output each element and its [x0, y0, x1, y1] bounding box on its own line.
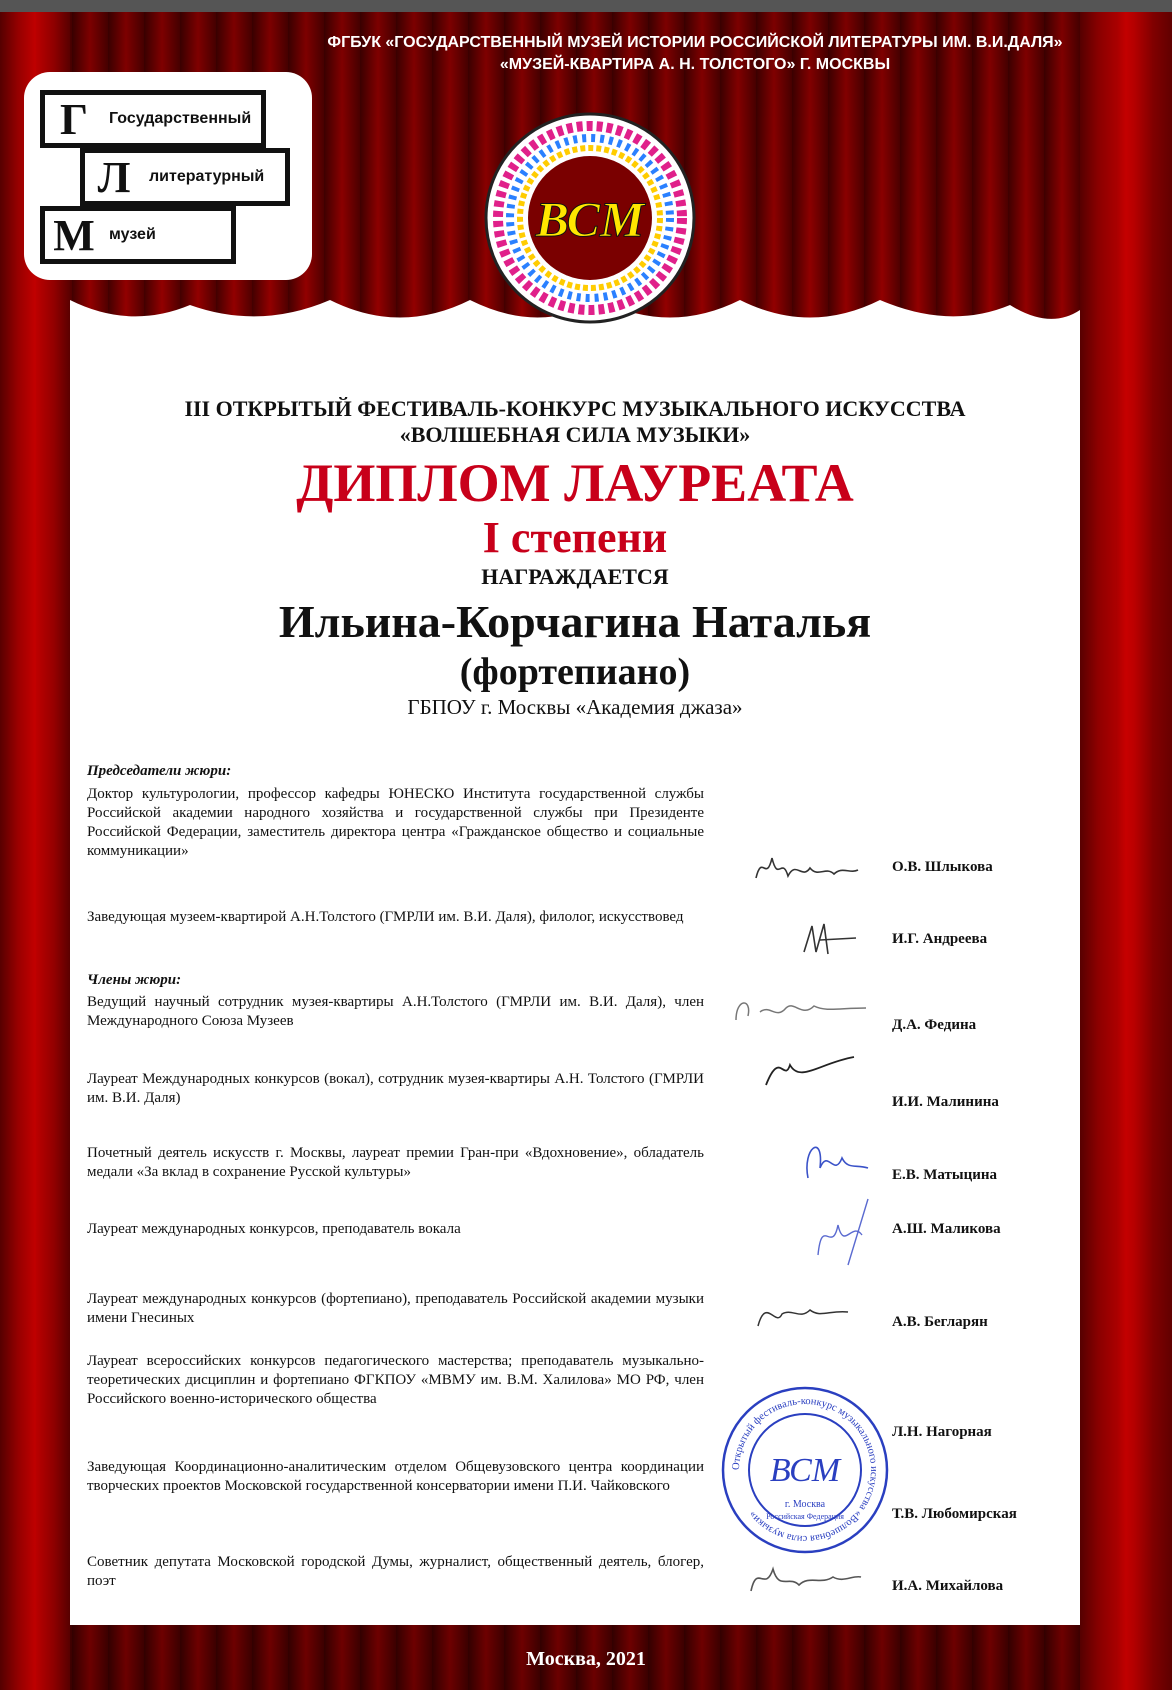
jury-desc: Лауреат Международных конкурсов (вокал), сотрудник музея-квартиры А.Н. Толстого (ГМРЛИ им. В.И. Даля)	[87, 1071, 704, 1106]
jury-desc: Ведущий научный сотрудник музея-квартиры А.Н.Толстого (ГМРЛИ им. В.И. Даля), член Международного Союза Музеев	[87, 994, 704, 1029]
recipient-school: ГБПОУ г. Москвы «Академия джаза»	[407, 695, 743, 719]
logo-word: Государственный	[109, 110, 252, 127]
organization-header	[230, 32, 1160, 76]
stamp-monogram: ВСМ	[769, 1452, 841, 1489]
jury-desc: Лауреат всероссийских конкурсов педагогического мастерства; преподаватель музыкально-теоретических дисциплин и фортепиано ФГКПОУ «МВМУ им. В.М. Халилова» МО РФ, член Российского военно-исторического общества	[87, 1353, 704, 1407]
signature-icon	[760, 1045, 860, 1095]
signature-icon	[745, 1555, 865, 1601]
members-heading: Члены жюри:	[87, 972, 182, 988]
org-line-1: ФГБУК «ГОСУДАРСТВЕННЫЙ МУЗЕЙ ИСТОРИИ РОССИЙСКОЙ ЛИТЕРАТУРЫ ИМ. В.И.ДАЛЯ»	[327, 34, 1063, 51]
official-stamp-icon	[720, 1385, 890, 1555]
logo-letter: Л	[97, 152, 131, 202]
emblem-monogram: ВСМ	[535, 191, 645, 247]
logo-row-g	[40, 90, 266, 148]
org-line-2: «МУЗЕЙ-КВАРТИРА А. Н. ТОЛСТОГО» Г. МОСКВЫ	[499, 56, 891, 73]
jury-name: И.Г. Андреева	[892, 931, 988, 947]
signature-icon	[800, 918, 860, 962]
jury-desc: Заведующая музеем-квартирой А.Н.Толстого (ГМРЛИ им. В.И. Даля), филолог, искусствовед	[87, 909, 684, 925]
signature-icon	[752, 848, 862, 888]
stamp-country: Российская Федерация	[766, 1512, 844, 1521]
stamp-ring-text: Открытый фестиваль-конкурс музыкального искусства «Волшебная сила музыки»	[730, 1395, 880, 1545]
logo-letter: Г	[60, 94, 88, 144]
museum-logo	[24, 72, 312, 280]
diploma-title: ДИПЛОМ ЛАУРЕАТА	[296, 453, 854, 513]
degree-title: I степени	[482, 513, 668, 562]
jury-desc: Советник депутата Московской городской Думы, журналист, общественный деятель, блогер, поэт	[87, 1554, 704, 1589]
jury-desc: Лауреат международных конкурсов (фортепиано), преподаватель Российской академии музыки имени Гнесиных	[87, 1291, 704, 1326]
jury-desc: Доктор культурологии, профессор кафедры ЮНЕСКО Института государственной службы Российской академии народного хозяйства и государственной службы при Президенте Российской Федерации, заместитель директора центра «Гражданское общество и социальные коммуникации»	[87, 786, 704, 859]
logo-word: музей	[109, 226, 156, 243]
chairs-heading: Председатели жюри:	[87, 763, 232, 779]
title-block	[70, 396, 1080, 720]
jury-name: А.Ш. Маликова	[892, 1221, 1001, 1237]
festival-emblem	[470, 108, 710, 328]
jury-name: А.В. Бегларян	[892, 1314, 988, 1330]
jury-name: Д.А. Федина	[892, 1017, 977, 1033]
jury-name: Т.В. Любомирская	[892, 1506, 1017, 1522]
jury-name: О.В. Шлыкова	[892, 859, 993, 875]
jury-desc: Лауреат международных конкурсов, преподаватель вокала	[87, 1221, 461, 1237]
jury-desc: Заведующая Координационно-аналитическим отделом Общевузовского центра координации творческих проектов Московской государственной консерватории имени П.И. Чайковского	[87, 1459, 704, 1494]
logo-row-m	[40, 206, 236, 264]
stamp-city: г. Москва	[784, 1499, 826, 1510]
jury-name: Е.В. Матыцина	[892, 1167, 998, 1183]
jury-name: И.А. Михайлова	[892, 1578, 1004, 1594]
awarded-label: НАГРАЖДАЕТСЯ	[481, 564, 669, 589]
logo-row-l	[80, 148, 290, 206]
festival-line-2: «ВОЛШЕБНАЯ СИЛА МУЗЫКИ»	[399, 422, 751, 447]
signature-icon	[730, 990, 870, 1030]
recipient-instrument: (фортепиано)	[459, 651, 691, 693]
jury-name: Л.Н. Нагорная	[892, 1424, 992, 1440]
jury-name: И.И. Малинина	[892, 1094, 999, 1110]
signature-icon	[752, 1290, 852, 1334]
footer-city-year: Москва, 2021	[526, 1648, 646, 1670]
signature-icon	[808, 1195, 878, 1275]
logo-letter: М	[53, 210, 95, 260]
recipient-name: Ильина-Корчагина Наталья	[278, 596, 872, 647]
jury-desc: Почетный деятель искусств г. Москвы, лауреат премии Гран-при «Вдохновение», обладатель медали «За вклад в сохранение Русской культуры»	[87, 1145, 704, 1180]
festival-line-1: III ОТКРЫТЫЙ ФЕСТИВАЛЬ-КОНКУРС МУЗЫКАЛЬНОГО ИСКУССТВА	[184, 396, 966, 421]
logo-word: литературный	[149, 168, 265, 185]
signature-icon	[798, 1128, 878, 1188]
